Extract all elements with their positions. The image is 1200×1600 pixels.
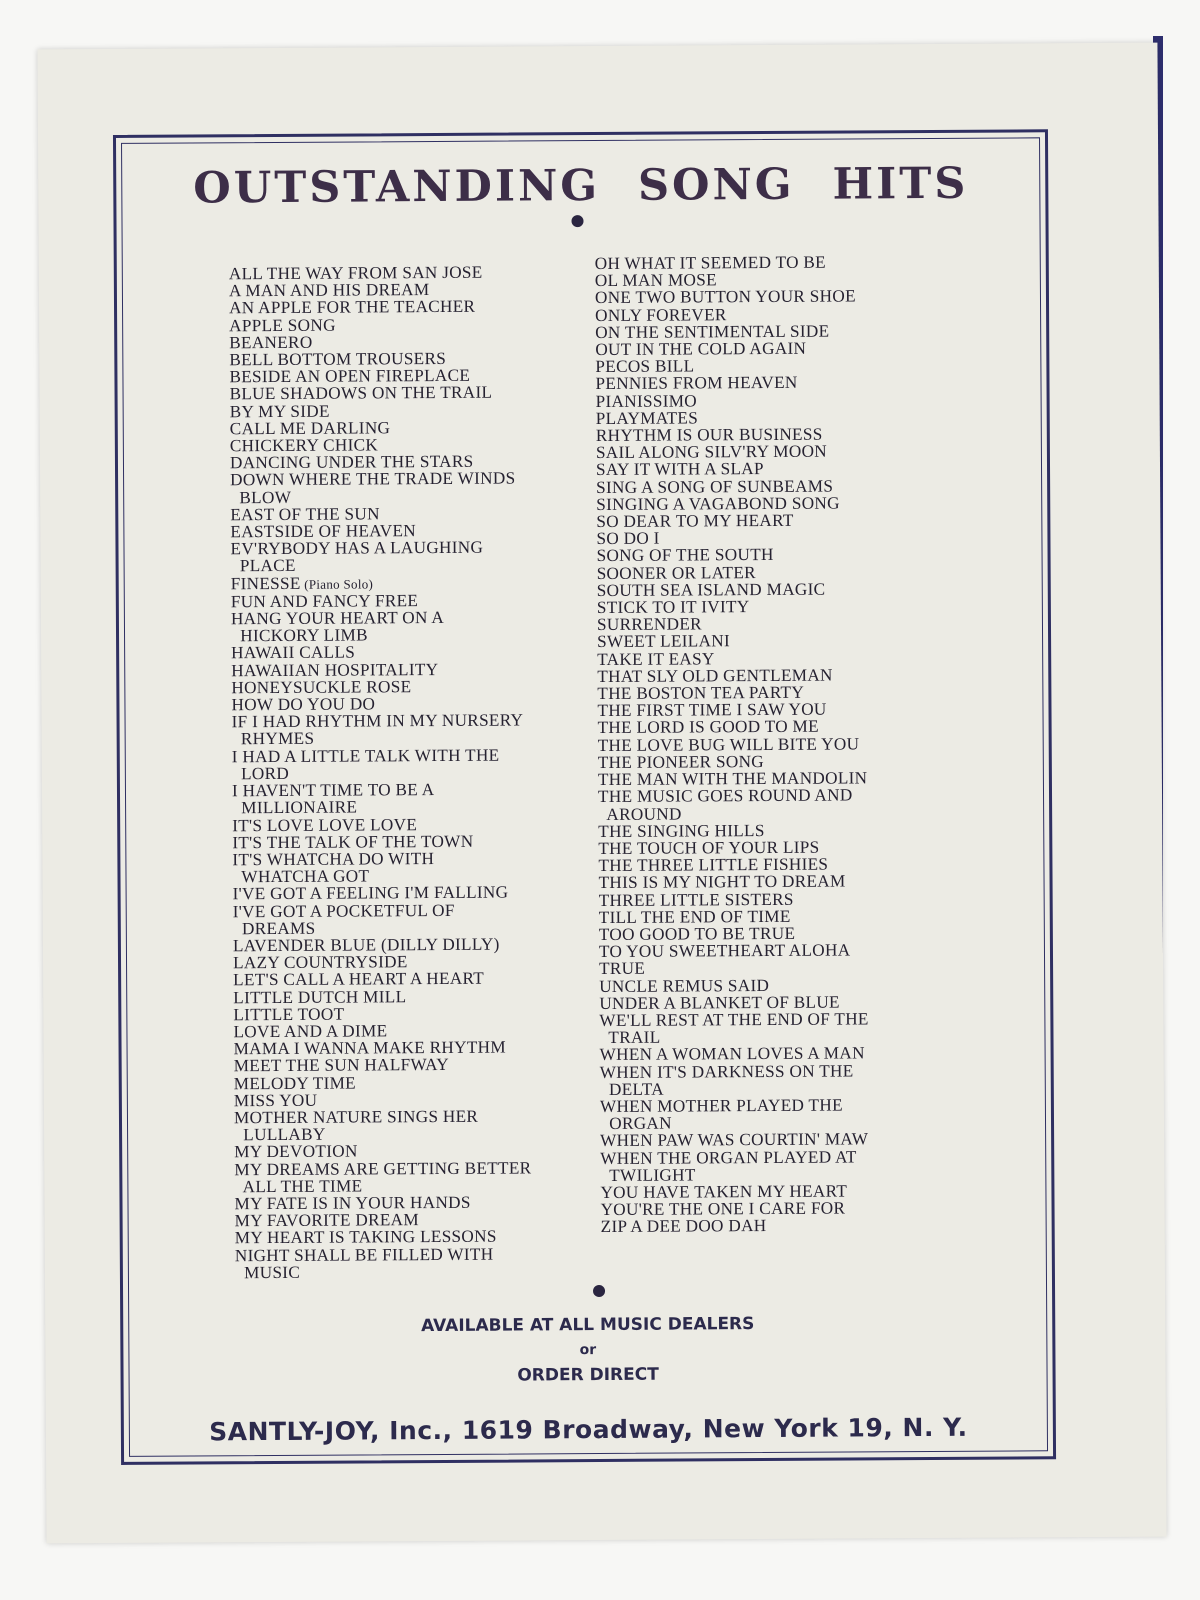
song-title: THIS IS MY NIGHT TO DREAM xyxy=(598,871,846,893)
bullet-ornament-top xyxy=(571,215,583,227)
song-title: UNCLE REMUS SAID xyxy=(599,975,770,996)
song-title: TAKE IT EASY xyxy=(597,648,715,669)
song-title: BEANERO xyxy=(229,332,313,353)
song-title: MISS YOU xyxy=(233,1090,318,1111)
bullet-ornament-bottom xyxy=(593,1285,605,1297)
song-title: DANCING UNDER THE STARS xyxy=(229,452,474,473)
song-title: SO DO I xyxy=(596,528,660,549)
song-title: RHYTHM IS OUR BUSINESS xyxy=(595,424,823,446)
song-title: HOW DO YOU DO xyxy=(231,694,376,715)
song-title: SURRENDER xyxy=(596,614,702,635)
song-title: TOO GOOD TO BE TRUE xyxy=(598,923,796,944)
song-title: LAVENDER BLUE (DILLY DILLY) xyxy=(232,934,500,956)
song-title: AROUND xyxy=(598,804,682,824)
song-title: PIANISSIMO xyxy=(595,391,698,411)
song-title: THE THREE LITTLE FISHIES xyxy=(598,854,829,876)
song-title: THE MUSIC GOES ROUND AND xyxy=(597,785,853,807)
song-title: PENNIES FROM HEAVEN xyxy=(595,373,798,394)
song-title: ALL THE WAY FROM SAN JOSE xyxy=(228,262,483,284)
order-direct-line: ORDER DIRECT xyxy=(517,1364,659,1386)
song-title: YOU'RE THE ONE I CARE FOR xyxy=(600,1198,846,1220)
song-title: SOONER OR LATER xyxy=(596,562,756,583)
song-title: SOUTH SEA ISLAND MAGIC xyxy=(596,579,826,600)
song-title: UNDER A BLANKET OF BLUE xyxy=(599,992,840,1013)
song-title: ONE TWO BUTTON YOUR SHOE xyxy=(594,286,856,308)
song-title: HICKORY LIMB xyxy=(230,625,368,646)
song-title: WHEN IT'S DARKNESS ON THE xyxy=(599,1061,854,1082)
song-title: IT'S THE TALK OF THE TOWN xyxy=(232,831,474,852)
song-title: HAWAIIAN HOSPITALITY xyxy=(231,659,439,680)
song-title: I'VE GOT A POCKETFUL OF xyxy=(232,900,455,921)
song-title: BLUE SHADOWS ON THE TRAIL xyxy=(229,383,493,404)
song-title: PLACE xyxy=(230,556,296,576)
song-title: LOVE AND A DIME xyxy=(233,1021,388,1042)
song-title: THE PIONEER SONG xyxy=(597,751,765,772)
song-title: DOWN WHERE THE TRADE WINDS xyxy=(230,468,516,490)
song-title: IT'S WHATCHA DO WITH xyxy=(232,848,435,870)
song-title: PECOS BILL xyxy=(595,356,695,377)
song-title: MY HEART IS TAKING LESSONS xyxy=(234,1227,497,1248)
song-title: BLOW xyxy=(230,487,292,507)
song-title: BELL BOTTOM TROUSERS xyxy=(229,348,447,370)
song-title: RHYMES xyxy=(231,729,315,749)
song-title: CALL ME DARLING xyxy=(229,418,391,439)
song-title: THE MAN WITH THE MANDOLIN xyxy=(597,768,868,790)
song-title: SAIL ALONG SILV'RY MOON xyxy=(595,441,828,463)
song-title: MY DEVOTION xyxy=(234,1141,358,1162)
song-title: SWEET LEILANI xyxy=(597,631,731,652)
song-title: I'VE GOT A FEELING I'M FALLING xyxy=(232,882,509,904)
song-title: DELTA xyxy=(599,1079,664,1099)
song-title: LITTLE TOOT xyxy=(233,1004,345,1024)
piano-solo-note: (Piano Solo) xyxy=(300,576,374,592)
song-title: OH WHAT IT SEEMED TO BE xyxy=(594,252,826,274)
song-title: MY FATE IS IN YOUR HANDS xyxy=(234,1192,471,1214)
song-title: PLAYMATES xyxy=(595,408,699,428)
song-title: I HAVEN'T TIME TO BE A xyxy=(231,780,435,801)
song-title: WHEN PAW WAS COURTIN' MAW xyxy=(600,1129,869,1151)
song-title: EAST OF THE SUN xyxy=(230,504,380,525)
song-title: TILL THE END OF TIME xyxy=(598,906,791,927)
song-title: MOTHER NATURE SINGS HER xyxy=(233,1106,479,1128)
song-title: EASTSIDE OF HEAVEN xyxy=(230,521,417,542)
song-title: LORD xyxy=(231,763,290,784)
song-title: MEET THE SUN HALFWAY xyxy=(233,1055,450,1076)
song-title: CHICKERY CHICK xyxy=(229,435,379,456)
song-title: OUT IN THE COLD AGAIN xyxy=(595,338,807,360)
song-title: SING A SONG OF SUNBEAMS xyxy=(596,476,834,497)
song-title: ALL THE TIME xyxy=(234,1176,363,1197)
song-title: THREE LITTLE SISTERS xyxy=(598,889,794,910)
song-title: IF I HAD RHYTHM IN MY NURSERY xyxy=(231,710,524,732)
song-title: THE TOUCH OF YOUR LIPS xyxy=(598,837,820,858)
song-title: AN APPLE FOR THE TEACHER xyxy=(228,297,476,318)
song-title: MELODY TIME xyxy=(233,1073,356,1093)
song-title: SO DEAR TO MY HEART xyxy=(596,510,794,532)
song-title: FINESSE (Piano Solo) xyxy=(230,573,374,593)
song-title: HAWAII CALLS xyxy=(231,642,356,663)
availability-or: or xyxy=(579,1342,597,1359)
song-title: SINGING A VAGABOND SONG xyxy=(596,493,840,514)
song-title: SONG OF THE SOUTH xyxy=(596,545,774,566)
song-title: TO YOU SWEETHEART ALOHA xyxy=(598,940,851,962)
song-title: SAY IT WITH A SLAP xyxy=(595,459,764,480)
song-title: BESIDE AN OPEN FIREPLACE xyxy=(229,366,471,387)
border-frame xyxy=(113,129,1056,1465)
song-title: TRAIL xyxy=(599,1027,661,1048)
song-title: MILLIONAIRE xyxy=(232,797,358,818)
song-list-left xyxy=(229,263,595,1281)
page-title: OUTSTANDING SONG HITS xyxy=(193,158,969,214)
sheet-music-back-cover xyxy=(37,43,1166,1544)
song-title: ONLY FOREVER xyxy=(595,304,727,325)
song-title: ORGAN xyxy=(599,1113,672,1134)
song-title: FUN AND FANCY FREE xyxy=(230,590,419,612)
song-title: HANG YOUR HEART ON A xyxy=(230,608,445,629)
song-title: THAT SLY OLD GENTLEMAN xyxy=(597,665,833,686)
song-title: THE BOSTON TEA PARTY xyxy=(597,682,805,704)
song-title: MY FAVORITE DREAM xyxy=(234,1210,419,1231)
song-title: YOU HAVE TAKEN MY HEART xyxy=(600,1181,848,1202)
song-title: WHEN MOTHER PLAYED THE xyxy=(599,1095,843,1116)
song-title: I HAD A LITTLE TALK WITH THE xyxy=(231,745,500,766)
song-title: STICK TO IT IVITY xyxy=(596,597,750,618)
song-title: OL MAN MOSE xyxy=(594,270,717,291)
song-title: THE LORD IS GOOD TO ME xyxy=(597,717,819,738)
song-title: THE SINGING HILLS xyxy=(598,820,765,841)
song-title: THE FIRST TIME I SAW YOU xyxy=(597,699,827,721)
song-title: MUSIC xyxy=(234,1262,301,1283)
availability-line: AVAILABLE AT ALL MUSIC DEALERS xyxy=(421,1314,755,1337)
song-title: IT'S LOVE LOVE LOVE xyxy=(232,814,418,835)
song-title: HONEYSUCKLE ROSE xyxy=(231,677,412,698)
song-title: A MAN AND HIS DREAM xyxy=(228,280,430,301)
song-title: WHEN A WOMAN LOVES A MAN xyxy=(599,1043,865,1065)
song-title: DREAMS xyxy=(232,918,316,938)
song-title: THE LOVE BUG WILL BITE YOU xyxy=(597,734,860,755)
song-title: MY DREAMS ARE GETTING BETTER xyxy=(234,1158,532,1179)
song-title: TWILIGHT xyxy=(600,1165,696,1185)
song-title: WHEN THE ORGAN PLAYED AT xyxy=(600,1147,857,1168)
song-title: WHATCHA GOT xyxy=(232,866,370,887)
song-title: WE'LL REST AT THE END OF THE xyxy=(599,1009,869,1030)
song-title: APPLE SONG xyxy=(229,315,336,335)
song-title: LITTLE DUTCH MILL xyxy=(233,986,407,1007)
song-title: BY MY SIDE xyxy=(229,401,330,421)
song-title: ZIP A DEE DOO DAH xyxy=(600,1216,767,1237)
song-title: NIGHT SHALL BE FILLED WITH xyxy=(234,1244,494,1265)
song-title: EV'RYBODY HAS A LAUGHING xyxy=(230,537,484,559)
song-title: LAZY COUNTRYSIDE xyxy=(232,952,408,973)
song-title: ON THE SENTIMENTAL SIDE xyxy=(595,321,830,342)
song-title: LET'S CALL A HEART A HEART xyxy=(233,969,485,990)
publisher-address: SANTLY-JOY, Inc., 1619 Broadway, New York 19, N. Y. xyxy=(209,1412,968,1447)
song-list-right xyxy=(595,253,981,1236)
song-title: MAMA I WANNA MAKE RHYTHM xyxy=(233,1037,506,1059)
song-title: TRUE xyxy=(599,959,646,979)
song-title: LULLABY xyxy=(234,1124,326,1145)
